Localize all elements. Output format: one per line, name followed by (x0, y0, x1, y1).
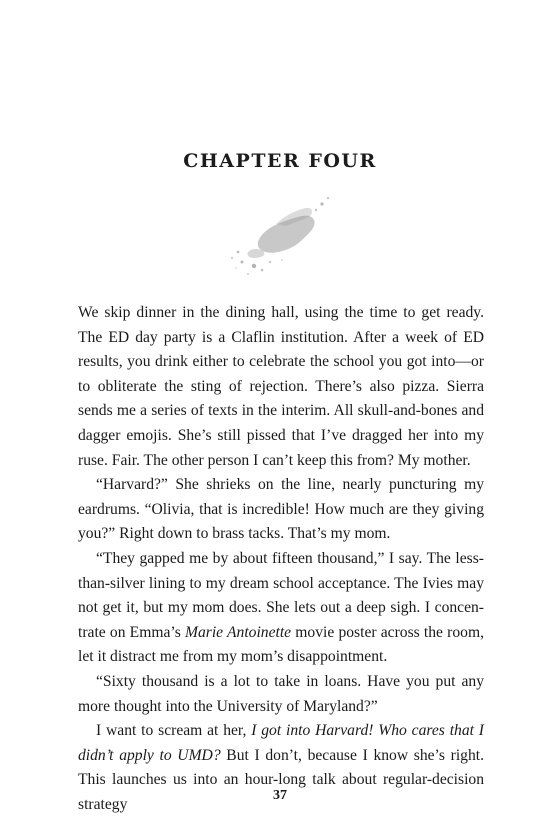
paragraph (78, 547, 484, 670)
ink-splash-icon (218, 190, 342, 280)
italic-text: I got into Harvard! Who cares that I didn’t apply to UMD? (78, 722, 484, 764)
text-run: “Sixty thousand is a lot to take in loans. Have you put any more thought into the University of Maryland?” (78, 672, 484, 715)
text-run: movie poster across the room, let it distract me from my mom’s disappointment. (78, 623, 484, 666)
text-run: But I don’t, because I know she’s right. This launches us into an hour-long talk about regular-decision strategy (78, 746, 484, 813)
italic-text: Marie Antoinette (184, 623, 292, 641)
text-run: “Harvard?” She shrieks on the line, nearly puncturing my eardrums. “Olivia, that is incredible! How much are they giving you?” Right down to brass tacks. That’s my mom. (78, 476, 484, 543)
body-text (78, 301, 484, 817)
text-run: “They gapped me by about fifteen thousand,” I say. The less-than-silver lining to my dream school acceptance. The Ivies may not get it, but my mom does. She lets out a deep sigh. I concentrate on Emma’s (78, 549, 484, 641)
text-run: We skip dinner in the dining hall, using the time to get ready. The ED day party is a Claflin institution. After a week of ED results, you drink either to celebrate the school you got into—or to obliterate the sting of rejection. There’s also pizza. Sierra sends me a series of texts in the interim. All skull-and-bones and dagger emojis. She’s still pissed that I’ve dragged her into my ruse. Fair. The other person I can’t keep this from? My mother. (78, 304, 484, 469)
paragraph (78, 473, 484, 547)
page-number: 37 (273, 788, 287, 803)
paragraph (78, 670, 484, 719)
paragraph (78, 301, 484, 473)
text-run: I want to scream at her, (96, 722, 252, 740)
chapter-title: CHAPTER FOUR (183, 150, 377, 172)
